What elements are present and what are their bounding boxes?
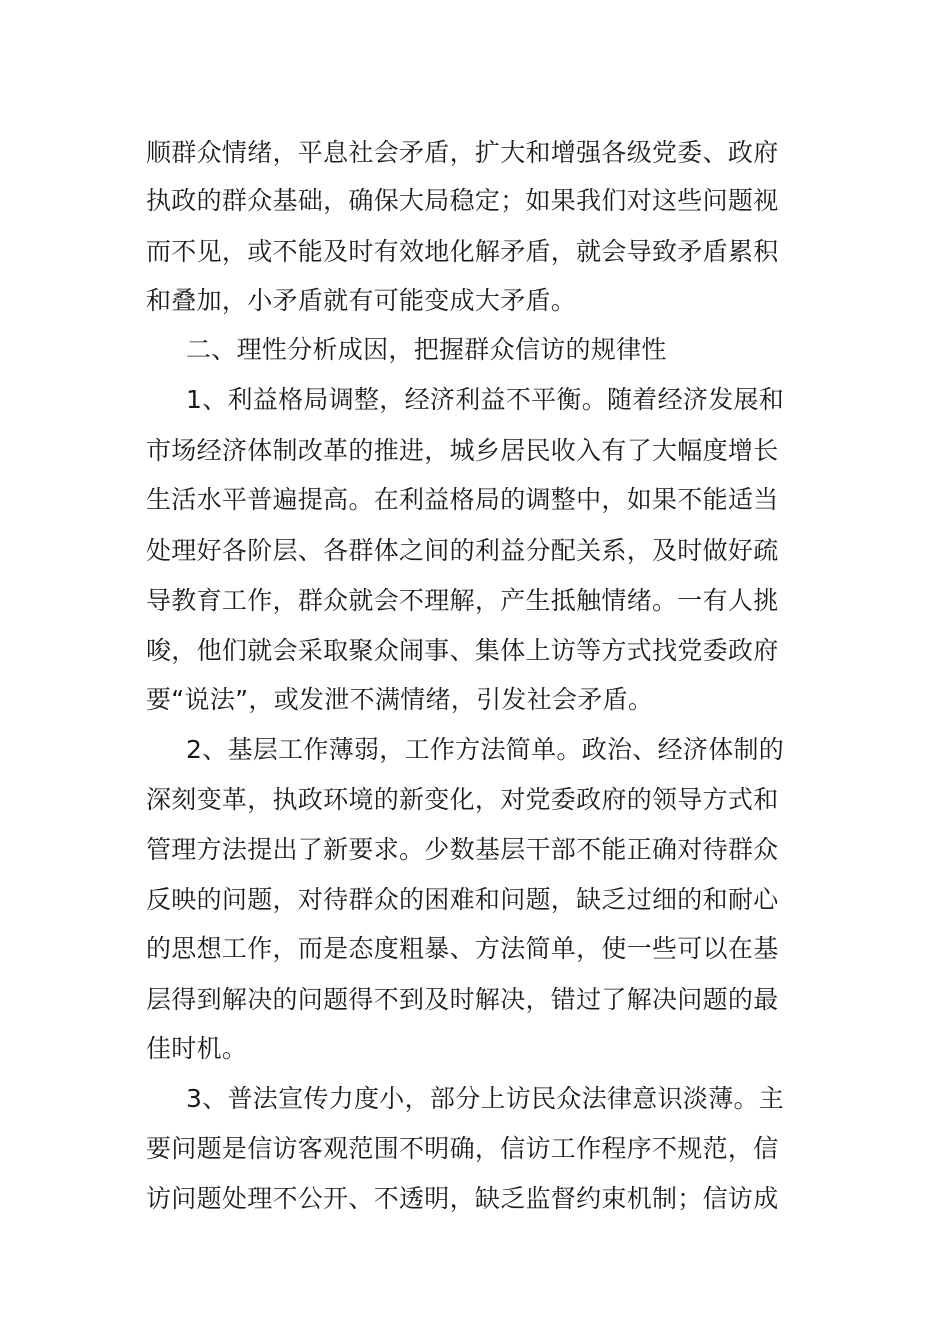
text-line: 层得到解决的问题得不到及时解决，错过了解决问题的最 xyxy=(146,985,779,1014)
text-line: 和叠加，小矛盾就有可能变成大矛盾。 xyxy=(146,286,577,315)
text-line: 要问题是信访客观范围不明确，信访工作程序不规范，信 xyxy=(146,1134,779,1163)
text-line: 处理好各阶层、各群体之间的利益分配关系，及时做好疏 xyxy=(146,536,779,565)
text-line: 深刻变革，执政环境的新变化，对党委政府的领导方式和 xyxy=(146,785,779,814)
text-line: 导教育工作，群众就会不理解，产生抵触情绪。一有人挑 xyxy=(146,586,779,615)
text-line: 要“说法”，或发泄不满情绪，引发社会矛盾。 xyxy=(146,685,654,714)
text-line: 管理方法提出了新要求。少数基层干部不能正确对待群众 xyxy=(146,835,779,864)
text-line: 顺群众情绪，平息社会矛盾，扩大和增强各级党委、政府 xyxy=(146,138,779,167)
text-line: 市场经济体制改革的推进，城乡居民收入有了大幅度增长 xyxy=(146,436,779,465)
text-line: 生活水平普遍提高。在利益格局的调整中，如果不能适当 xyxy=(146,485,779,514)
text-line: 反映的问题，对待群众的困难和问题，缺乏过细的和耐心 xyxy=(146,885,779,914)
paragraph-first-line: 1、利益格局调整，经济利益不平衡。随着经济发展和 xyxy=(186,385,785,414)
paragraph-first-line: 2、基层工作薄弱，工作方法简单。政治、经济体制的 xyxy=(186,735,785,764)
text-line: 执政的群众基础，确保大局稳定；如果我们对这些问题视 xyxy=(146,186,779,215)
text-line: 佳时机。 xyxy=(146,1034,248,1063)
text-line: 访问题处理不公开、不透明，缺乏监督约束机制；信访成 xyxy=(146,1184,779,1213)
paragraph-first-line: 3、普法宣传力度小，部分上访民众法律意识淡薄。主 xyxy=(186,1084,785,1113)
text-line: 唆，他们就会采取聚众闹事、集体上访等方式找党委政府 xyxy=(146,636,779,665)
text-line: 而不见，或不能及时有效地化解矛盾，就会导致矛盾累积 xyxy=(146,237,779,266)
section-heading: 二、理性分析成因，把握群众信访的规律性 xyxy=(186,335,667,364)
text-line: 的思想工作，而是态度粗暴、方法简单，使一些可以在基 xyxy=(146,934,779,963)
